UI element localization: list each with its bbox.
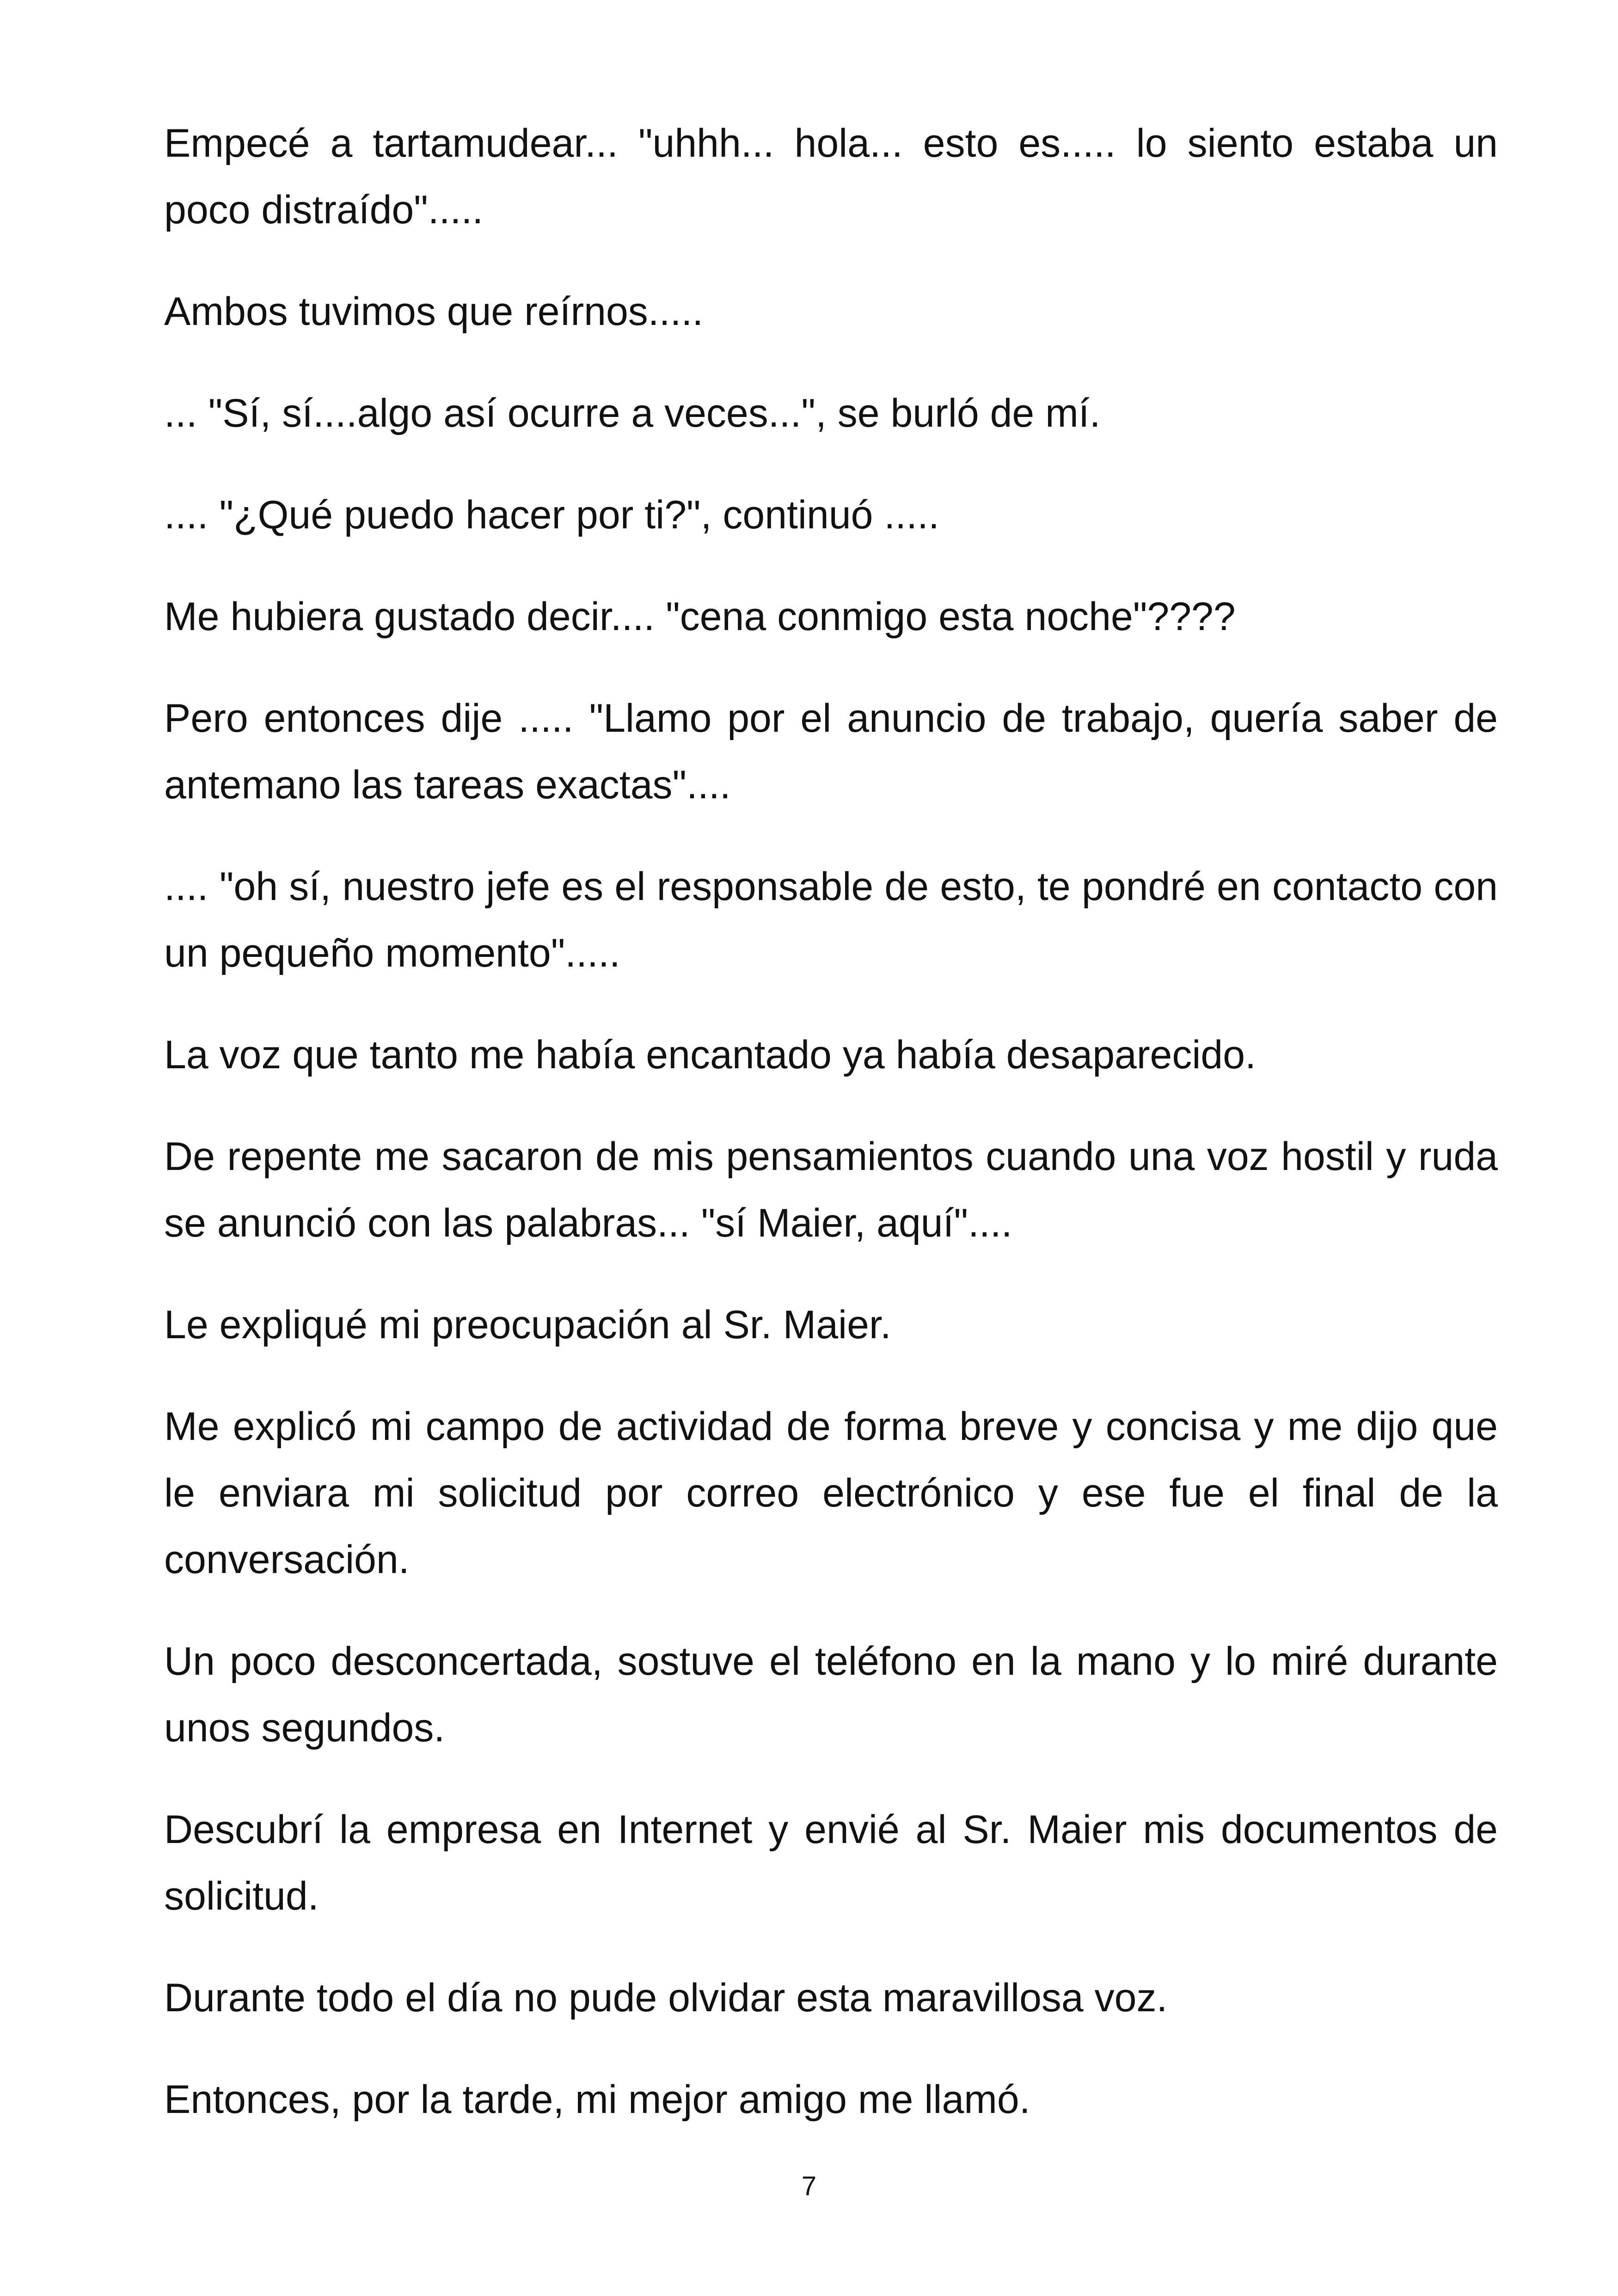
paragraph: Le expliqué mi preocupación al Sr. Maier.: [164, 1303, 891, 1347]
paragraph: Me hubiera gustado decir.... "cena conmigo esta noche"????: [164, 594, 1236, 639]
body-text: [164, 110, 1498, 2168]
page-number: 7: [801, 2171, 817, 2201]
paragraph: Entonces, por la tarde, mi mejor amigo me llamó.: [164, 2077, 1030, 2122]
paragraph: .... "¿Qué puedo hacer por ti?", continuó .....: [164, 493, 939, 537]
paragraph: De repente me sacaron de mis pensamientos cuando una voz hostil y ruda se anunció con las palabras... "sí Maier, aquí"....: [164, 1134, 1498, 1245]
paragraph: ... "Sí, sí....algo así ocurre a veces...", se burló de mí.: [164, 391, 1101, 435]
paragraph: .... "oh sí, nuestro jefe es el responsable de esto, te pondré en contacto con un pequeño momento".....: [164, 864, 1498, 975]
paragraph: Empecé a tartamudear... "uhhh... hola... esto es..... lo siento estaba un poco distraído".....: [164, 121, 1498, 232]
paragraph: Pero entonces dije ..... "Llamo por el anuncio de trabajo, quería saber de antemano las tareas exactas"....: [164, 696, 1498, 807]
paragraph: Me explicó mi campo de actividad de forma breve y concisa y me dijo que le enviara mi solicitud por correo electrónico y ese fue el final de la conversación.: [164, 1404, 1498, 1582]
paragraph: La voz que tanto me había encantado ya había desaparecido.: [164, 1033, 1256, 1077]
paragraph: Un poco desconcertada, sostuve el teléfono en la mano y lo miré durante unos segundos.: [164, 1639, 1498, 1750]
paragraph: Durante todo el día no pude olvidar esta maravillosa voz.: [164, 1976, 1168, 2020]
paragraph: Ambos tuvimos que reírnos.....: [164, 289, 704, 334]
paragraph: Descubrí la empresa en Internet y envié al Sr. Maier mis documentos de solicitud.: [164, 1807, 1498, 1918]
